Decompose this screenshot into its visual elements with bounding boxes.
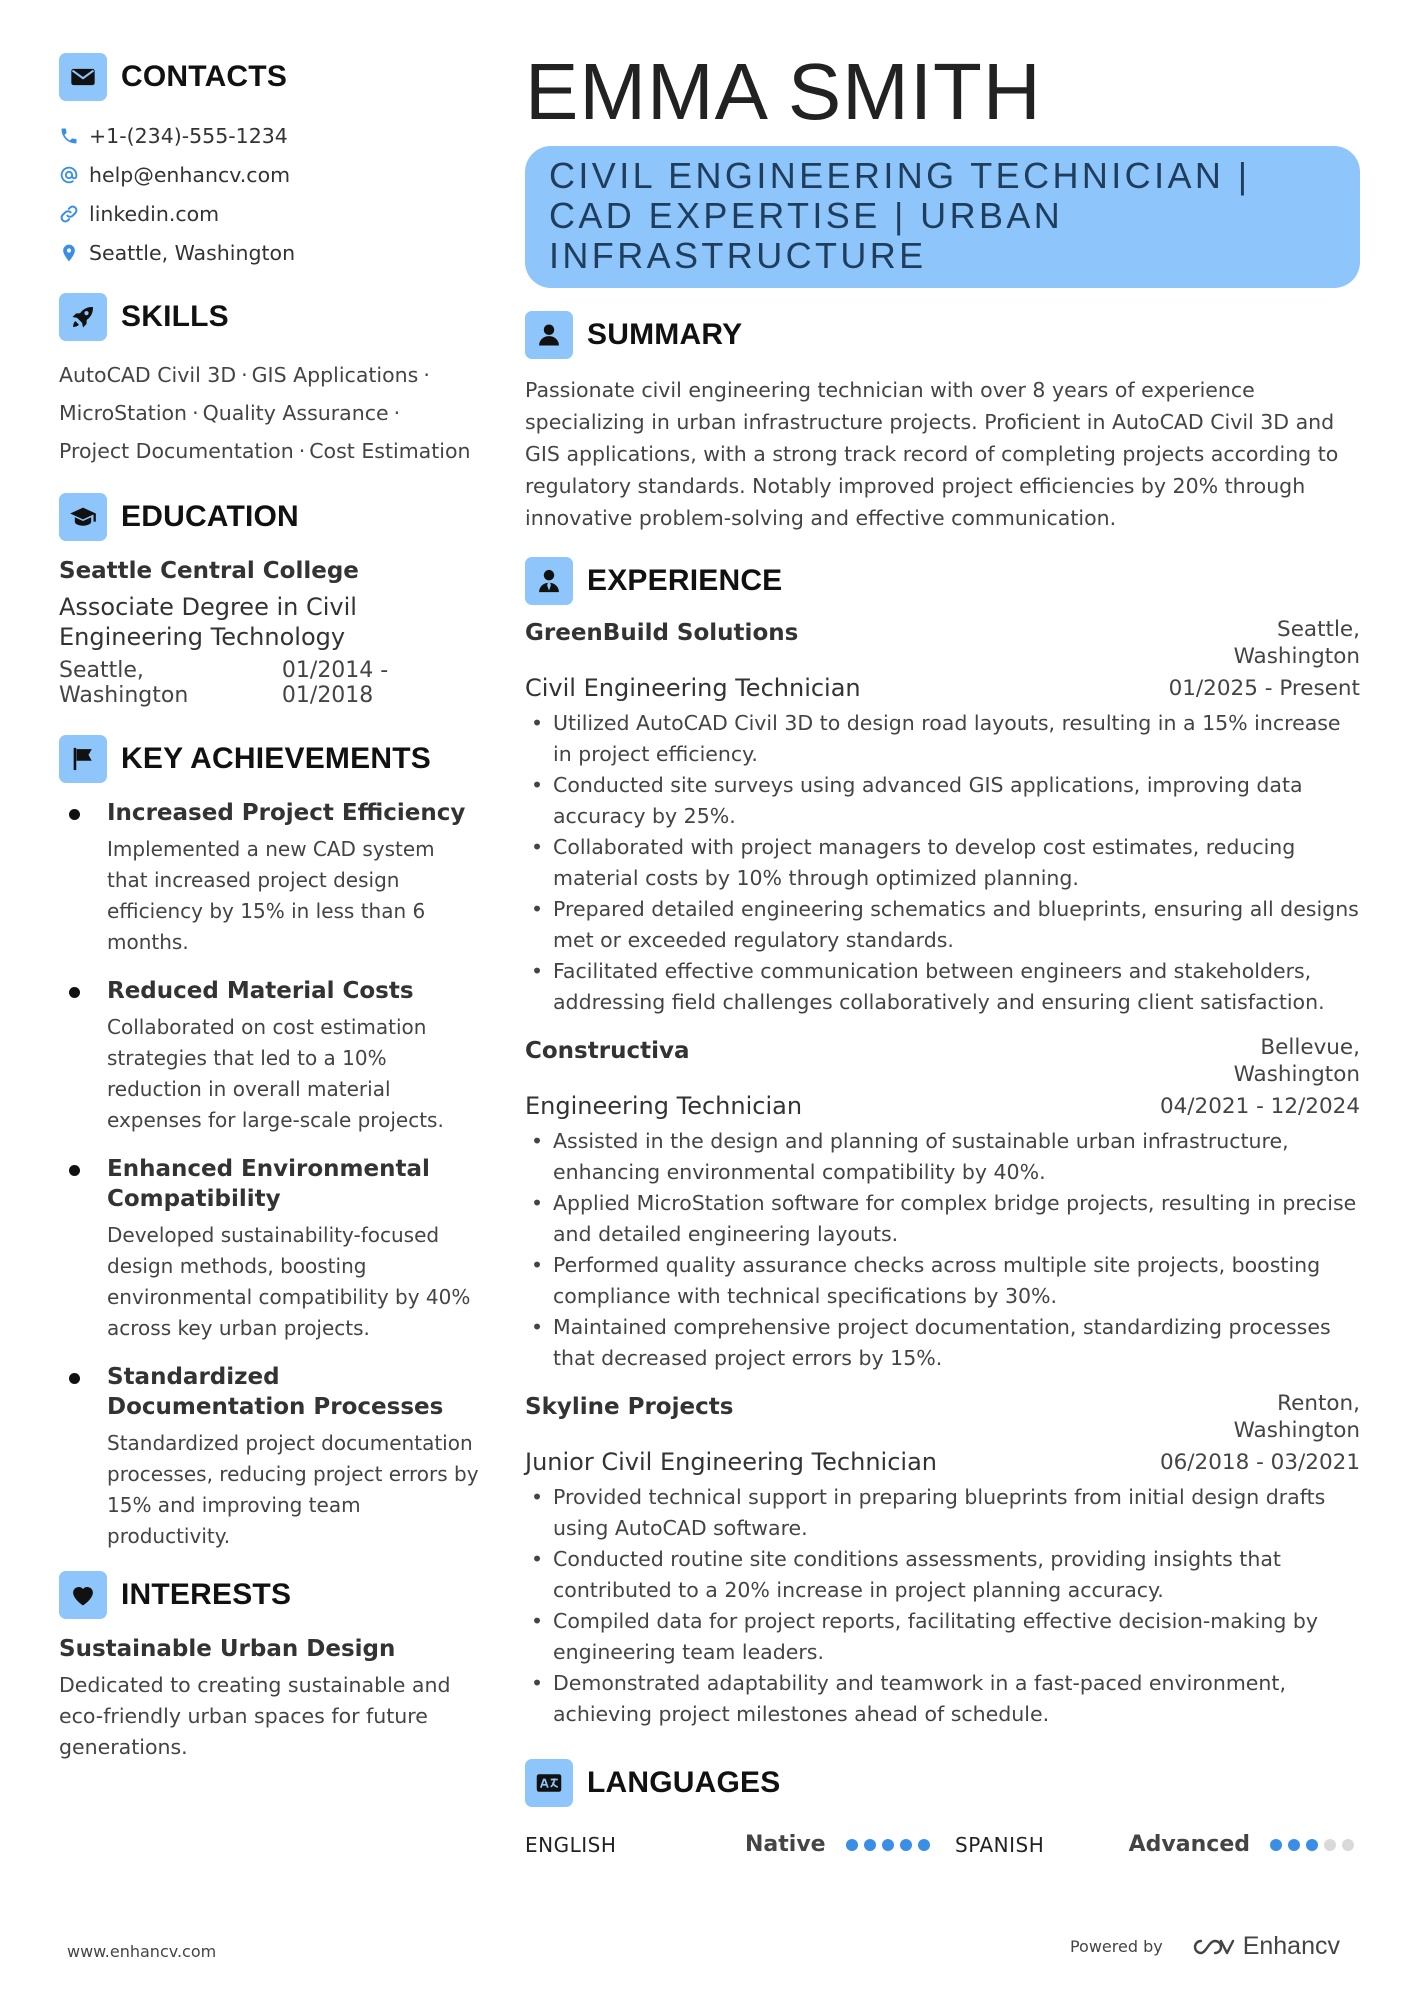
contact-location xyxy=(59,233,479,272)
contacts-header xyxy=(59,52,479,102)
education-school: Seattle Central College xyxy=(59,558,359,584)
interests-header xyxy=(59,1570,479,1620)
achievement-title: Standardized Documentation Processes xyxy=(107,1364,444,1420)
rating-dot xyxy=(864,1839,876,1851)
contact-phone[interactable] xyxy=(59,116,479,155)
achievement-desc: Standardized project documentation processes, reducing project errors by 15% and improving team productivity. xyxy=(107,1431,479,1548)
job-dates: 04/2021 - 12/2024 xyxy=(1159,1093,1360,1119)
language-icon xyxy=(525,1759,573,1807)
linkedin-text: linkedin.com xyxy=(89,201,220,226)
job-location-line: Washington xyxy=(1233,1062,1360,1087)
job-location xyxy=(1234,1034,1360,1088)
rating-dot xyxy=(900,1839,912,1851)
rating-dot xyxy=(1324,1839,1336,1851)
job-bullet: • Utilized AutoCAD Civil 3D to design road layouts, resulting in a 15% increase in project efficiency. xyxy=(525,708,1360,770)
skill-item: AutoCAD Civil 3D xyxy=(59,363,237,387)
achievement-item xyxy=(59,1362,479,1552)
achievement-title: Increased Project Efficiency xyxy=(107,800,466,826)
rating-dot xyxy=(882,1839,894,1851)
job-location-line: Seattle, xyxy=(1277,617,1360,642)
left-column xyxy=(59,52,479,1763)
job-bullet: • Provided technical support in preparing blueprints from initial design drafts using AutoCAD software. xyxy=(525,1482,1360,1544)
contacts-list xyxy=(59,116,479,272)
powered-by-text: Powered by xyxy=(1069,1937,1163,1956)
rocket-icon xyxy=(59,293,107,341)
skills-title: SKILLS xyxy=(121,300,229,333)
language-name: SPANISH xyxy=(955,1832,1045,1857)
email-text: help@enhancv.com xyxy=(89,162,291,187)
education-dates: 01/2014 - 01/2018 xyxy=(281,658,389,708)
language-item xyxy=(955,1832,1360,1857)
job-role: Junior Civil Engineering Technician xyxy=(525,1448,937,1476)
job-dates: 06/2018 - 03/2021 xyxy=(1159,1449,1360,1475)
headline-banner: CIVIL ENGINEERING TECHNICIAN | CAD EXPERTISE | URBAN INFRASTRUCTURE xyxy=(525,146,1360,288)
experience-title: EXPERIENCE xyxy=(587,564,783,597)
contact-linkedin[interactable] xyxy=(59,194,479,233)
education-header xyxy=(59,492,479,542)
skills-line-1: AutoCAD Civil 3D · GIS Applications · xyxy=(59,363,430,387)
job-bullet: • Conducted site surveys using advanced GIS applications, improving data accuracy by 25%. xyxy=(525,770,1360,832)
skills-header xyxy=(59,292,479,342)
education-location: Seattle, Washington xyxy=(59,658,189,708)
contacts-title: CONTACTS xyxy=(121,60,288,93)
language-item xyxy=(525,1832,955,1857)
experience-entry xyxy=(525,1390,1360,1730)
skill-item: Project Documentation xyxy=(59,439,294,463)
rating-dot xyxy=(1342,1839,1354,1851)
rating-dot xyxy=(1288,1839,1300,1851)
job-dates: 01/2025 - Present xyxy=(1168,675,1360,701)
education-meta xyxy=(59,658,479,708)
bullet-dot xyxy=(69,809,80,820)
job-bullet: • Collaborated with project managers to develop cost estimates, reducing material costs by 10% through optimized planning. xyxy=(525,832,1360,894)
footer-website[interactable]: www.enhancv.com xyxy=(67,1942,217,1961)
job-bullet: • Assisted in the design and planning of sustainable urban infrastructure, enhancing environmental compatibility by 40%. xyxy=(525,1126,1360,1188)
languages-row xyxy=(525,1832,1360,1857)
right-column xyxy=(525,48,1360,1857)
job-bullet: • Demonstrated adaptability and teamwork in a fast-paced environment, achieving project milestones ahead of schedule. xyxy=(525,1668,1360,1730)
job-bullet: • Conducted routine site conditions assessments, providing insights that contributed to a 20% increase in project planning accuracy. xyxy=(525,1544,1360,1606)
heart-icon xyxy=(59,1571,107,1619)
job-bullets xyxy=(525,1126,1360,1374)
language-rating xyxy=(846,1839,936,1851)
achievement-item xyxy=(59,798,479,958)
job-location-line: Renton, xyxy=(1277,1391,1360,1416)
job-bullet: • Compiled data for project reports, facilitating effective decision-making by engineering team leaders. xyxy=(525,1606,1360,1668)
brand-name: Enhancv xyxy=(1242,1932,1340,1960)
summary-header xyxy=(525,310,1360,360)
footer-branding xyxy=(1070,1932,1340,1961)
graduation-cap-icon xyxy=(59,493,107,541)
education-degree: Associate Degree in Civil Engineering Technology xyxy=(59,593,357,651)
language-level: Native xyxy=(745,1832,826,1857)
link-icon xyxy=(59,204,79,224)
phone-text: +1-(234)-555-1234 xyxy=(89,123,288,148)
user-tie-icon xyxy=(525,557,573,605)
phone-icon xyxy=(59,126,79,146)
candidate-name: EMMA SMITH xyxy=(525,47,1042,136)
job-bullets xyxy=(525,1482,1360,1730)
achievements-list xyxy=(59,798,479,1552)
languages-title: LANGUAGES xyxy=(587,1766,781,1799)
job-location-line: Washington xyxy=(1233,1418,1360,1443)
user-icon xyxy=(525,311,573,359)
achievement-item xyxy=(59,976,479,1136)
experience-entry xyxy=(525,616,1360,1018)
enhancv-logo-icon xyxy=(1187,1935,1235,1959)
rating-dot xyxy=(918,1839,930,1851)
flag-icon xyxy=(59,735,107,783)
contact-email[interactable] xyxy=(59,155,479,194)
experience-header xyxy=(525,556,1360,606)
job-location-line: Bellevue, xyxy=(1260,1035,1360,1060)
job-bullet: • Performed quality assurance checks across multiple site projects, boosting compliance with technical specifications by 30%. xyxy=(525,1250,1360,1312)
skill-item: Cost Estimation xyxy=(309,439,471,463)
job-location-line: Washington xyxy=(1233,644,1360,669)
rating-dot xyxy=(846,1839,858,1851)
achievement-item xyxy=(59,1154,479,1344)
job-bullet: • Applied MicroStation software for complex bridge projects, resulting in precise and detailed engineering layouts. xyxy=(525,1188,1360,1250)
job-bullets xyxy=(525,708,1360,1018)
job-company: Skyline Projects xyxy=(525,1394,734,1420)
job-bullet: • Facilitated effective communication between engineers and stakeholders, addressing field challenges collaboratively and ensuring client satisfaction. xyxy=(525,956,1360,1018)
rating-dot xyxy=(1306,1839,1318,1851)
language-level: Advanced xyxy=(1128,1832,1250,1857)
skills-list xyxy=(59,356,479,470)
education-title: EDUCATION xyxy=(121,500,299,533)
interest-desc: Dedicated to creating sustainable and eco-friendly urban spaces for future generations. xyxy=(59,1673,451,1759)
job-location xyxy=(1234,1390,1360,1444)
experience-entry xyxy=(525,1034,1360,1374)
skill-item: MicroStation xyxy=(59,401,188,425)
language-rating xyxy=(1270,1839,1360,1851)
achievement-desc: Collaborated on cost estimation strategies that led to a 10% reduction in overall material expenses for large-scale projects. xyxy=(107,1015,444,1132)
job-company: Constructiva xyxy=(525,1038,690,1064)
achievements-header xyxy=(59,734,479,784)
achievement-title: Enhanced Environmental Compatibility xyxy=(107,1156,430,1212)
brand-logo[interactable] xyxy=(1187,1932,1340,1961)
job-bullet: • Prepared detailed engineering schematics and blueprints, ensuring all designs met or exceeded regulatory standards. xyxy=(525,894,1360,956)
interests-title: INTERESTS xyxy=(121,1578,292,1611)
job-location xyxy=(1234,616,1360,670)
location-text: Seattle, Washington xyxy=(89,240,296,265)
map-pin-icon xyxy=(59,243,79,263)
achievement-desc: Developed sustainability-focused design methods, boosting environmental compatibility by 40% across key urban projects. xyxy=(107,1223,471,1340)
bullet-dot xyxy=(69,1165,80,1176)
skills-line-3: Project Documentation · Cost Estimation xyxy=(59,439,471,463)
job-bullet: • Maintained comprehensive project documentation, standardizing processes that decreased project errors by 15%. xyxy=(525,1312,1360,1374)
summary-title: SUMMARY xyxy=(587,318,743,351)
skills-line-2: MicroStation · Quality Assurance · xyxy=(59,401,401,425)
skill-item: Quality Assurance xyxy=(202,401,389,425)
interest-title: Sustainable Urban Design xyxy=(59,1636,396,1662)
bullet-dot xyxy=(69,1373,80,1384)
job-role: Civil Engineering Technician xyxy=(525,674,861,702)
rating-dot xyxy=(1270,1839,1282,1851)
skill-item: GIS Applications xyxy=(251,363,419,387)
bullet-dot xyxy=(69,987,80,998)
summary-text: Passionate civil engineering technician with over 8 years of experience specializing in urban infrastructure projects. Proficient in AutoCAD Civil 3D and GIS applications, with a strong track record of completing projects according to regulatory standards. Notably improved project efficiencies by 20% through innovative problem-solving and effective communication. xyxy=(525,378,1339,530)
at-icon xyxy=(59,165,79,185)
language-name: ENGLISH xyxy=(525,1832,617,1857)
job-role: Engineering Technician xyxy=(525,1092,803,1120)
achievement-title: Reduced Material Costs xyxy=(107,978,414,1004)
achievements-title: KEY ACHIEVEMENTS xyxy=(121,742,431,775)
languages-header xyxy=(525,1758,1360,1808)
envelope-icon xyxy=(59,53,107,101)
achievement-desc: Implemented a new CAD system that increased project design efficiency by 15% in less than 6 months. xyxy=(107,837,435,954)
job-company: GreenBuild Solutions xyxy=(525,620,799,646)
